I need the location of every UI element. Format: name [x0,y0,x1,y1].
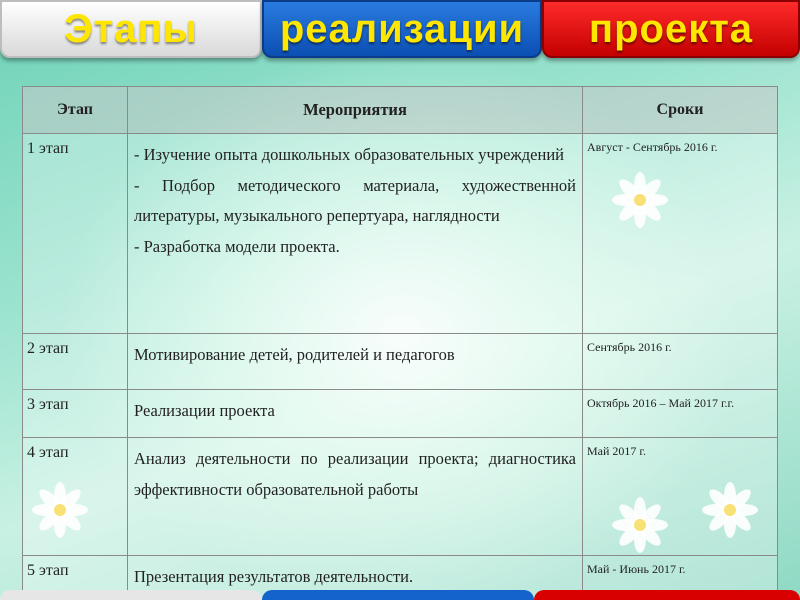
title-part-2: реализации [262,0,542,58]
dates-cell: Август - Сентябрь 2016 г. [583,134,778,334]
activity-item: - Разработка модели проекта. [134,236,340,256]
activities-cell [128,390,583,438]
dates-cell: Май - Июнь 2017 г. [583,556,778,600]
title-part-1: Этапы [0,0,262,58]
bottom-tab-red [534,590,800,600]
table-row [23,134,778,334]
table-header-row [23,87,778,134]
stage-cell: 2 этап [23,334,128,390]
activity-item: Мотивирование детей, родителей и педагогов [134,345,455,364]
activities-cell [128,134,583,334]
activity-item: - Подбор методического материала, художественной литературы, музыкального репертуара, наглядности [134,175,576,225]
dates-cell: Сентябрь 2016 г. [583,334,778,390]
stage-cell: 3 этап [23,390,128,438]
header-dates: Сроки [583,87,778,134]
title-part-3: проекта [542,0,800,58]
header-activities: Мероприятия [128,87,583,134]
stage-cell: 5 этап [23,556,128,600]
header-stage: Этап [23,87,128,134]
table-row [23,390,778,438]
stage-cell: 4 этап [23,438,128,556]
bottom-tab-white [0,590,262,600]
activity-item: Реализации проекта [134,401,275,420]
stage-cell: 1 этап [23,134,128,334]
project-stages-table [22,86,778,600]
bottom-tab-blue [262,590,534,600]
activities-cell [128,438,583,556]
activities-cell [128,334,583,390]
table-row [23,438,778,556]
dates-cell: Май 2017 г. [583,438,778,556]
dates-cell: Октябрь 2016 – Май 2017 г.г. [583,390,778,438]
activity-item: Анализ деятельности по реализации проекта; диагностика эффективности образовательной работы [134,449,576,499]
table-row [23,334,778,390]
activity-item: Презентация результатов деятельности. [134,567,414,586]
activity-item: - Изучение опыта дошкольных образовательных учреждений [134,145,564,164]
